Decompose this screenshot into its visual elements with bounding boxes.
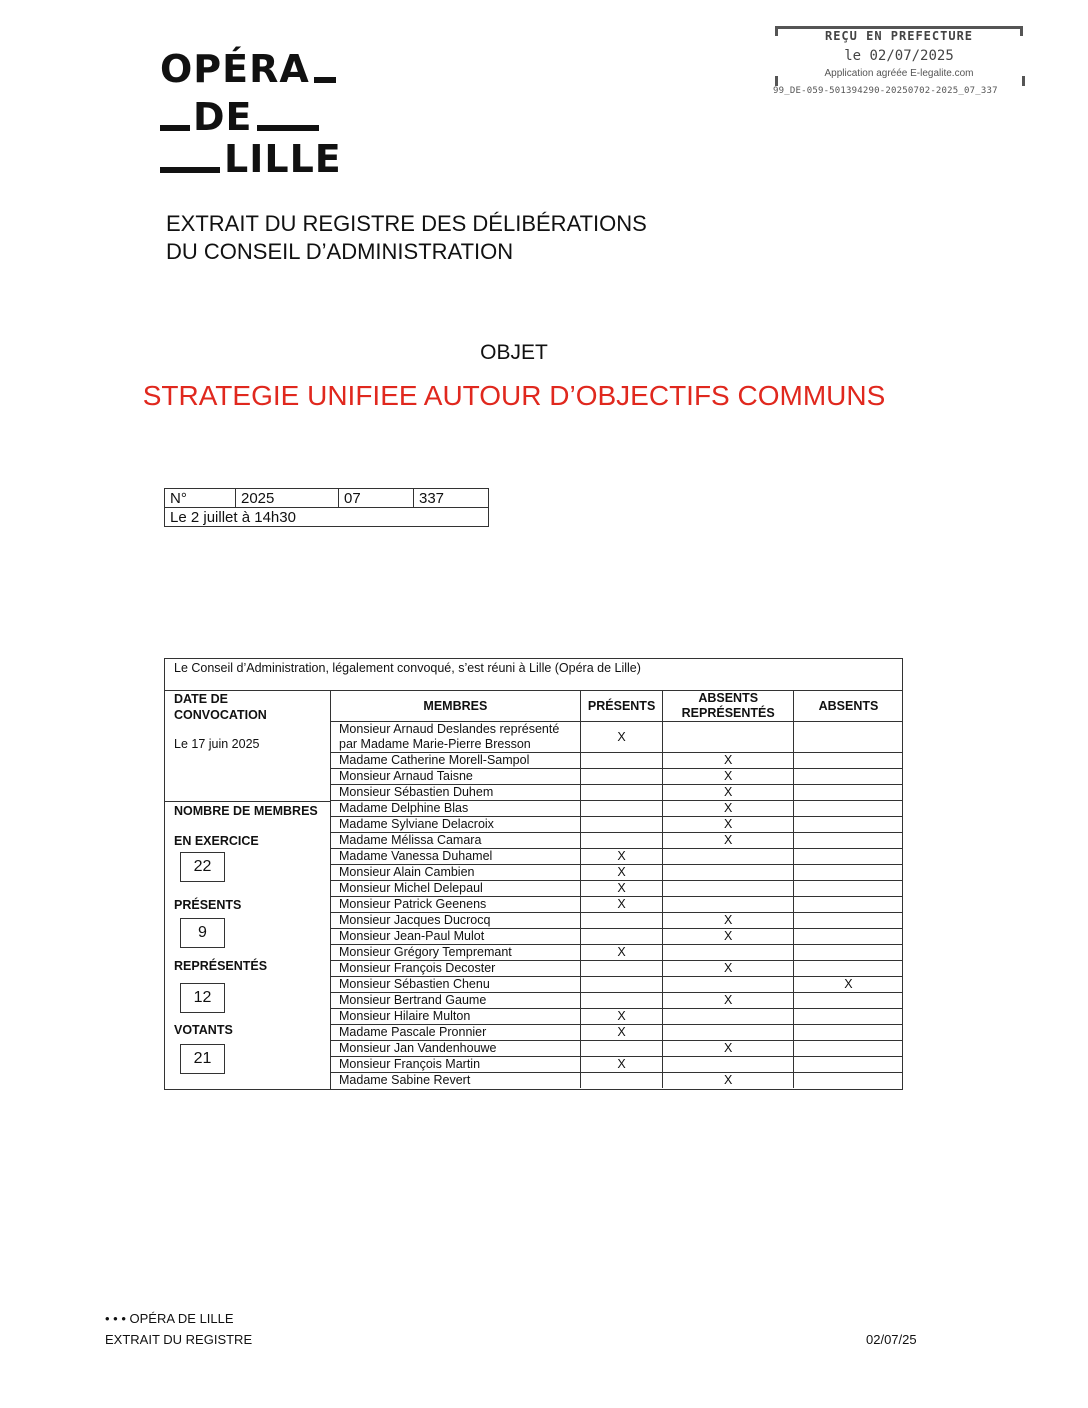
representes-count: 12 — [180, 983, 225, 1013]
present-mark: X — [580, 1057, 663, 1073]
absent-mark — [793, 945, 903, 961]
present-mark: X — [580, 881, 663, 897]
absent-mark — [793, 801, 903, 817]
present-mark — [580, 993, 663, 1009]
heading-line-1: EXTRAIT DU REGISTRE DES DÉLIBÉRATIONS — [166, 211, 647, 236]
member-name: Monsieur Arnaud Deslandes représenté par Madame Marie-Pierre Bresson — [331, 722, 580, 753]
number-month: 07 — [339, 489, 414, 508]
logo-word-opera: OPÉRA — [160, 47, 310, 91]
absent-mark — [793, 817, 903, 833]
logo-bar — [160, 167, 220, 173]
represented-mark: X — [663, 929, 794, 945]
table-row — [331, 753, 903, 769]
number-label: N° — [165, 489, 236, 508]
present-mark — [580, 913, 663, 929]
table-row — [331, 865, 903, 881]
table-row — [331, 1057, 903, 1073]
member-name: Madame Sylviane Delacroix — [331, 817, 580, 833]
absent-mark — [793, 961, 903, 977]
footer-document: EXTRAIT DU REGISTRE — [105, 1332, 253, 1347]
stamp-reference: 99_DE-059-501394290-20250702-2025_07_337 — [773, 86, 998, 96]
table-row — [331, 833, 903, 849]
logo-line-3 — [160, 137, 342, 181]
absent-mark — [793, 1009, 903, 1025]
presents-label: PRÉSENTS — [174, 898, 242, 912]
represented-mark: X — [663, 817, 794, 833]
votants-count: 21 — [180, 1044, 225, 1074]
table-row — [331, 977, 903, 993]
absent-mark — [793, 1025, 903, 1041]
en-exercice-count: 22 — [180, 852, 225, 882]
absent-mark — [793, 929, 903, 945]
logo-line-2 — [160, 95, 319, 139]
logo-line-1 — [160, 47, 336, 91]
member-name: Madame Vanessa Duhamel — [331, 849, 580, 865]
member-name: Madame Sabine Revert — [331, 1073, 580, 1089]
document-heading — [166, 210, 647, 266]
table-row — [331, 1025, 903, 1041]
represented-mark — [663, 1057, 794, 1073]
number-index: 337 — [414, 489, 489, 508]
member-name: Monsieur Michel Delepaul — [331, 881, 580, 897]
present-mark: X — [580, 722, 663, 753]
logo-bar — [257, 125, 319, 131]
represented-mark: X — [663, 993, 794, 1009]
member-name: Monsieur Hilaire Multon — [331, 1009, 580, 1025]
absent-mark — [793, 1073, 903, 1089]
stamp-date: le 02/07/2025 — [844, 48, 954, 64]
council-table — [164, 658, 903, 1090]
represented-mark: X — [663, 913, 794, 929]
represented-mark — [663, 722, 794, 753]
present-mark: X — [580, 897, 663, 913]
member-name: Monsieur François Martin — [331, 1057, 580, 1073]
represented-mark: X — [663, 1073, 794, 1089]
table-row — [331, 817, 903, 833]
member-name: Monsieur Sébastien Chenu — [331, 977, 580, 993]
absent-mark — [793, 1057, 903, 1073]
present-mark — [580, 1073, 663, 1089]
member-name: Monsieur Arnaud Taisne — [331, 769, 580, 785]
logo-bar — [160, 125, 190, 131]
column-header-presents: PRÉSENTS — [580, 691, 663, 722]
logo-word-de: DE — [193, 95, 253, 139]
represented-mark — [663, 881, 794, 897]
absent-mark — [793, 785, 903, 801]
objet-label: OBJET — [480, 341, 548, 364]
represented-mark — [663, 977, 794, 993]
table-row — [331, 801, 903, 817]
table-row — [331, 722, 903, 753]
votants-label: VOTANTS — [174, 1023, 233, 1037]
absent-mark — [793, 833, 903, 849]
table-row — [331, 961, 903, 977]
table-row — [331, 929, 903, 945]
member-name: Madame Pascale Pronnier — [331, 1025, 580, 1041]
member-name: Monsieur Bertrand Gaume — [331, 993, 580, 1009]
absent-mark — [793, 881, 903, 897]
member-name: Madame Mélissa Camara — [331, 833, 580, 849]
represented-mark: X — [663, 785, 794, 801]
footer-organisation: • • • OPÉRA DE LILLE — [105, 1311, 234, 1326]
table-row — [331, 1009, 903, 1025]
absent-mark: X — [793, 977, 903, 993]
council-intro: Le Conseil d’Administration, légalement convoqué, s’est réuni à Lille (Opéra de Lille) — [165, 659, 902, 691]
represented-mark — [663, 849, 794, 865]
meeting-date: Le 2 juillet à 14h30 — [165, 508, 489, 527]
present-mark — [580, 833, 663, 849]
stamp-received-text: REÇU EN PREFECTURE — [824, 29, 974, 43]
table-row — [331, 785, 903, 801]
present-mark: X — [580, 1009, 663, 1025]
table-row — [331, 993, 903, 1009]
present-mark: X — [580, 1025, 663, 1041]
represented-mark: X — [663, 801, 794, 817]
present-mark — [580, 961, 663, 977]
member-name: Monsieur Alain Cambien — [331, 865, 580, 881]
column-header-absents-representes: ABSENTS REPRÉSENTÉS — [663, 691, 794, 722]
table-row — [331, 913, 903, 929]
member-name: Madame Catherine Morell-Sampol — [331, 753, 580, 769]
absent-mark — [793, 897, 903, 913]
member-name: Monsieur Grégory Tempremant — [331, 945, 580, 961]
represented-mark — [663, 1009, 794, 1025]
represented-mark — [663, 1025, 794, 1041]
council-summary-column — [165, 691, 331, 1089]
represented-mark: X — [663, 833, 794, 849]
table-row — [331, 897, 903, 913]
absent-mark — [793, 993, 903, 1009]
logo-word-lille: LILLE — [224, 137, 342, 181]
divider — [165, 801, 331, 802]
absent-mark — [793, 753, 903, 769]
representes-label: REPRÉSENTÉS — [174, 959, 268, 973]
present-mark: X — [580, 849, 663, 865]
en-exercice-label: EN EXERCICE — [174, 834, 259, 848]
stamp-application: Application agréée E-legalite.com — [824, 68, 974, 79]
table-row — [331, 849, 903, 865]
opera-de-lille-logo — [160, 47, 342, 181]
present-mark — [580, 929, 663, 945]
present-mark — [580, 1041, 663, 1057]
member-name: Monsieur Jacques Ducrocq — [331, 913, 580, 929]
convocation-date: Le 17 juin 2025 — [174, 737, 260, 751]
deliberation-number-table — [164, 488, 489, 527]
convocation-date-label: DATE DE CONVOCATION — [174, 692, 267, 722]
member-count-title: NOMBRE DE MEMBRES — [174, 804, 318, 818]
number-year: 2025 — [236, 489, 339, 508]
present-mark: X — [580, 865, 663, 881]
present-mark — [580, 817, 663, 833]
presents-count: 9 — [180, 918, 225, 948]
absent-mark — [793, 769, 903, 785]
member-name: Madame Delphine Blas — [331, 801, 580, 817]
member-name: Monsieur François Decoster — [331, 961, 580, 977]
members-table — [331, 691, 903, 1088]
column-header-absents: ABSENTS — [793, 691, 903, 722]
table-row — [331, 1073, 903, 1089]
absent-mark — [793, 722, 903, 753]
represented-mark: X — [663, 1041, 794, 1057]
present-mark — [580, 785, 663, 801]
table-row — [331, 1041, 903, 1057]
represented-mark: X — [663, 769, 794, 785]
objet-title: STRATEGIE UNIFIEE AUTOUR D’OBJECTIFS COMMUNS — [142, 380, 886, 411]
member-name: Monsieur Jean-Paul Mulot — [331, 929, 580, 945]
footer-date: 02/07/25 — [866, 1332, 917, 1347]
table-row — [331, 945, 903, 961]
table-row — [331, 881, 903, 897]
absent-mark — [793, 865, 903, 881]
member-name: Monsieur Patrick Geenens — [331, 897, 580, 913]
represented-mark: X — [663, 961, 794, 977]
logo-bar — [314, 77, 336, 83]
represented-mark: X — [663, 753, 794, 769]
represented-mark — [663, 897, 794, 913]
absent-mark — [793, 849, 903, 865]
present-mark — [580, 753, 663, 769]
present-mark — [580, 801, 663, 817]
column-header-membres: MEMBRES — [331, 691, 580, 722]
member-name: Monsieur Sébastien Duhem — [331, 785, 580, 801]
represented-mark — [663, 945, 794, 961]
absent-mark — [793, 1041, 903, 1057]
present-mark: X — [580, 945, 663, 961]
table-row — [331, 769, 903, 785]
heading-line-2: DU CONSEIL D’ADMINISTRATION — [166, 239, 514, 264]
present-mark — [580, 977, 663, 993]
represented-mark — [663, 865, 794, 881]
absent-mark — [793, 913, 903, 929]
member-name: Monsieur Jan Vandenhouwe — [331, 1041, 580, 1057]
present-mark — [580, 769, 663, 785]
prefecture-stamp — [775, 26, 1025, 86]
